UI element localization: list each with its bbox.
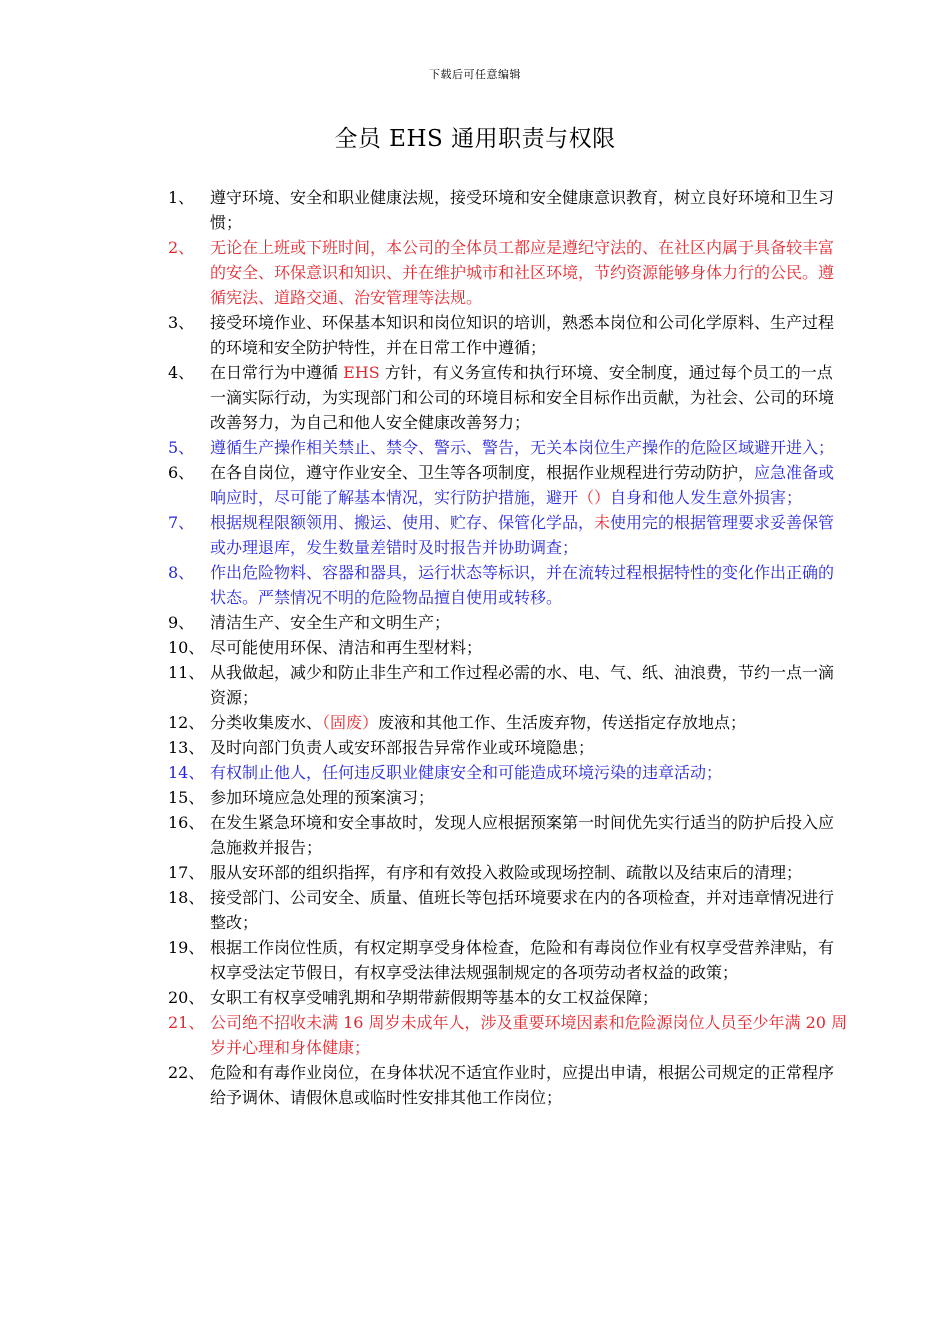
item-text: 根据工作岗位性质，有权定期享受身体检查，危险和有毒岗位作业有权享受营养津贴，有权享受法定节假日，有权享受法律法规强制规定的各项劳动者权益的政策；: [210, 938, 835, 982]
list-item: [168, 710, 848, 735]
item-text: 废液和其他工作、生活废弃物，传送指定存放地点；: [378, 713, 747, 732]
item-number: 8、: [168, 563, 195, 582]
list-item: [168, 985, 848, 1010]
item-text: EHS: [343, 363, 380, 382]
list-item: [168, 360, 848, 435]
item-text: 在日常行为中遵循: [210, 363, 344, 382]
item-text: 公司绝不招收未满 16 周岁未成年人，涉及重要环境因素和危险源岗位人员至少年满 20 周岁并心理和身体健康；: [210, 1013, 848, 1057]
item-number: 15、: [168, 788, 205, 807]
list-item: [168, 660, 848, 710]
item-text: 方针，有义务宣传和执行环境、安全制度，通过每个员工的一点一滴实际行动，为实现部门和公司的环境目标和安全目标作出贡献，为社会、公司的环境改善努力，为自己和他人安全健康改善努力；: [210, 363, 835, 432]
item-number: 17、: [168, 863, 205, 882]
item-number: 4、: [168, 363, 195, 382]
list-item: [168, 235, 848, 310]
item-number: 10、: [168, 638, 205, 657]
item-number: 13、: [168, 738, 205, 757]
item-text: 从我做起，减少和防止非生产和工作过程必需的水、电、气、纸、油浪费，节约一点一滴资源；: [210, 663, 835, 707]
item-text: 接受部门、公司安全、质量、值班长等包括环境要求在内的各项检查，并对违章情况进行整改；: [210, 888, 835, 932]
item-text: 有权制止他人，任何违反职业健康安全和可能造成环境污染的违章活动；: [210, 763, 723, 782]
item-number: 7、: [168, 513, 195, 532]
item-text: 及时向部门负责人或安环部报告异常作业或环境隐患；: [210, 738, 595, 757]
list-item: [168, 310, 848, 360]
item-text: 使用完的根据管理要求妥善保管或办理退库，发生数量差错时及时报告并协助调查；: [210, 513, 835, 557]
item-text: （固废）: [322, 713, 379, 732]
item-number: 16、: [168, 813, 205, 832]
item-text: 遵守环境、安全和职业健康法规，接受环境和安全健康意识教育，树立良好环境和卫生习惯；: [210, 188, 835, 232]
list-item: [168, 760, 848, 785]
item-text: 遵循生产操作相关禁止、禁令、警示、警告，无关本岗位生产操作的危险区域避开进入；: [210, 438, 835, 457]
item-text: 服从安环部的组织指挥，有序和有效投入救险或现场控制、疏散以及结束后的清理；: [210, 863, 803, 882]
item-text: 接受环境作业、环保基本知识和岗位知识的培训，熟悉本岗位和公司化学原料、生产过程的环境和安全防护特性，并在日常工作中遵循；: [210, 313, 835, 357]
item-text: （）: [578, 488, 611, 507]
item-number: 9、: [168, 613, 195, 632]
item-text: 在发生紧急环境和安全事故时，发现人应根据预案第一时间优先实行适当的防护后投入应急施救并报告；: [210, 813, 835, 857]
list-item: [168, 860, 848, 885]
item-number: 20、: [168, 988, 205, 1007]
item-text: 根据规程限额领用、搬运、使用、贮存、保管化学品，: [210, 513, 595, 532]
page-title: 全员 EHS 通用职责与权限: [334, 126, 616, 152]
item-text: 无论在上班或下班时间，本公司的全体员工都应是遵纪守法的、在社区内属于具备较丰富的安全、环保意识和知识、并在维护城市和社区环境，节约资源能够身体力行的公民。遵循宪法、道路交通、治安管理等法规。: [210, 238, 835, 307]
list-item: [168, 610, 848, 635]
list-item: [168, 510, 848, 560]
list-item: [168, 185, 848, 235]
list-item: [168, 935, 848, 985]
item-text: 未: [594, 513, 611, 532]
item-text: 作出危险物料、容器和器具，运行状态等标识，并在流转过程根据特性的变化作出正确的状态。严禁情况不明的危险物品擅自使用或转移。: [210, 563, 835, 607]
item-text: 在各自岗位，遵守作业安全、卫生等各项制度，根据作业规程进行劳动防护，: [210, 463, 755, 482]
item-number: 12、: [168, 713, 205, 732]
item-number: 11、: [168, 663, 205, 682]
list-item: [168, 810, 848, 860]
item-number: 6、: [168, 463, 195, 482]
item-text: 自身和他人发生意外损害；: [610, 488, 803, 507]
item-number: 5、: [168, 438, 195, 457]
item-text: 女职工有权享受哺乳期和孕期带薪假期等基本的女工权益保障；: [210, 988, 659, 1007]
item-text: 参加环境应急处理的预案演习；: [210, 788, 435, 807]
item-number: 1、: [168, 188, 195, 207]
item-number: 2、: [168, 238, 195, 257]
item-text: 危险和有毒作业岗位，在身体状况不适宜作业时，应提出申请，根据公司规定的正常程序给予调休、请假休息或临时性安排其他工作岗位；: [210, 1063, 835, 1107]
list-item: [168, 460, 848, 510]
item-number: 3、: [168, 313, 195, 332]
item-number: 18、: [168, 888, 205, 907]
list-item: [168, 1060, 848, 1110]
item-number: 22、: [168, 1063, 205, 1082]
item-text: 清洁生产、安全生产和文明生产；: [210, 613, 451, 632]
list-item: [168, 635, 848, 660]
item-text: 分类收集废水、: [210, 713, 323, 732]
list-item: [168, 560, 848, 610]
header-note: 下载后可任意编辑: [429, 68, 521, 81]
responsibility-list: [168, 185, 848, 1110]
item-text: 尽可能使用环保、清洁和再生型材料；: [210, 638, 483, 657]
item-number: 19、: [168, 938, 205, 957]
list-item: [168, 885, 848, 935]
item-text: 应急准备或响应时，尽可能了解基本情况，实行防护措施，避开: [210, 463, 835, 507]
item-number: 14、: [168, 763, 205, 782]
list-item: [168, 735, 848, 760]
list-item: [168, 785, 848, 810]
item-number: 21、: [168, 1013, 205, 1032]
list-item: [168, 435, 848, 460]
list-item: [168, 1010, 848, 1060]
